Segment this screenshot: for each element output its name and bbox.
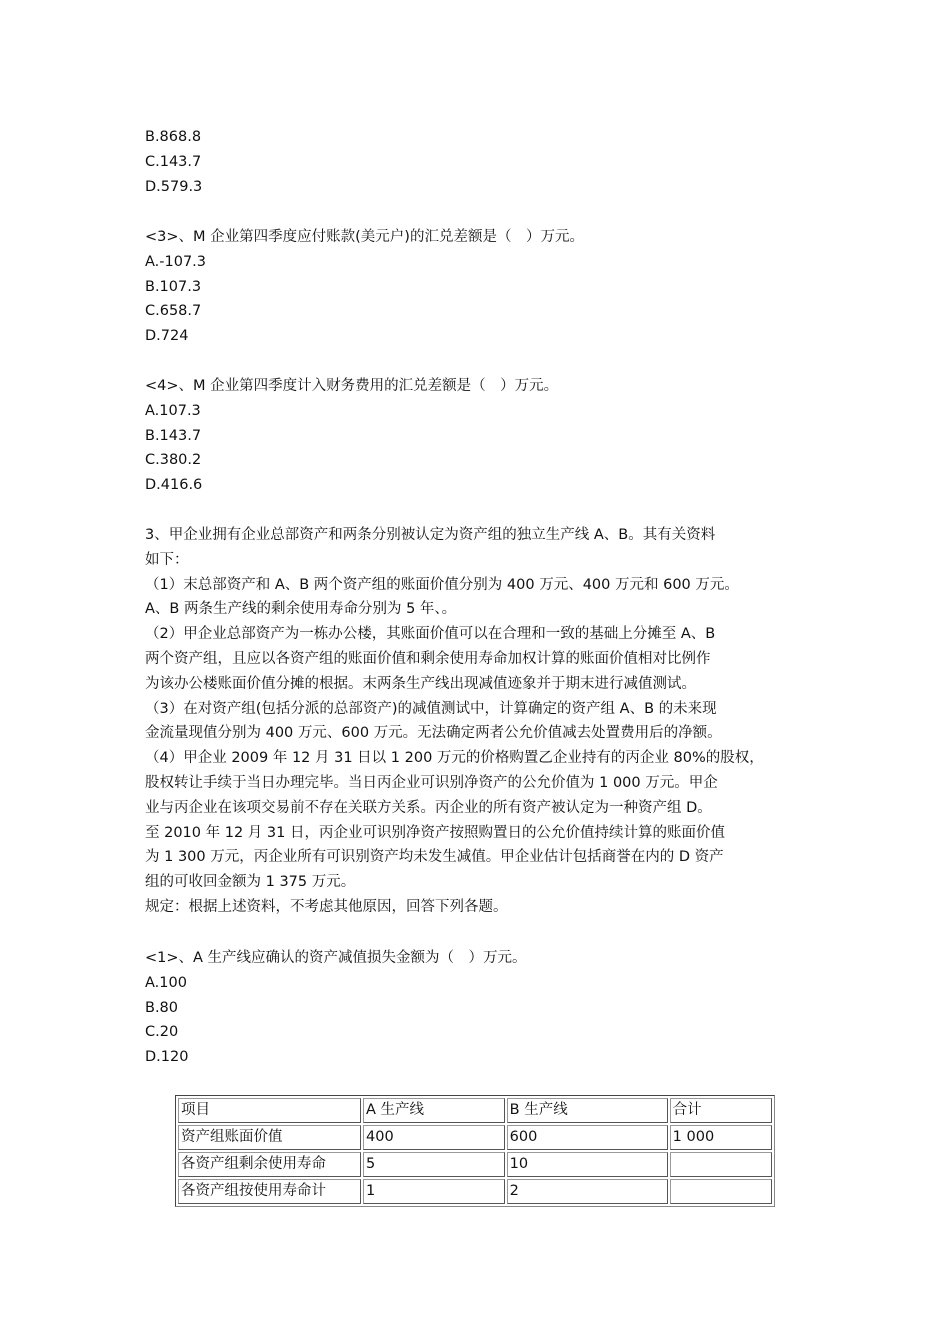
material-line: 为该办公楼账面价值分摊的根据。末两条生产线出现减值迹象并于期末进行减值测试。 bbox=[145, 675, 696, 692]
table-cell bbox=[670, 1152, 772, 1177]
question-4 bbox=[145, 374, 817, 498]
material-line: 金流量现值分别为 400 万元、600 万元。无法确定两者公允价值减去处置费用后的净额。 bbox=[145, 725, 722, 742]
option: C.143.7 bbox=[145, 153, 202, 170]
table-cell: 10 bbox=[507, 1152, 668, 1177]
option: B.143.7 bbox=[145, 427, 202, 444]
option: C.20 bbox=[145, 1024, 179, 1041]
table-cell: 5 bbox=[363, 1152, 505, 1177]
option: A.100 bbox=[145, 974, 187, 991]
material-line: 业与丙企业在该项交易前不存在关联方关系。丙企业的所有资产被认定为一种资产组 D。 bbox=[145, 799, 712, 816]
material-line: 至 2010 年 12 月 31 日，丙企业可识别净资产按照购置日的公允价值持续计算的账面价值 bbox=[145, 824, 725, 841]
option: A.-107.3 bbox=[145, 253, 207, 270]
question-stem: <4>、M 企业第四季度计入财务费用的汇兑差额是（ ）万元。 bbox=[145, 378, 559, 394]
option: C.380.2 bbox=[145, 452, 202, 469]
table-cell: 400 bbox=[363, 1125, 505, 1150]
option: C.658.7 bbox=[145, 303, 202, 320]
material-line: 股权转让手续于当日办理完毕。当日丙企业可识别净资产的公允价值为 1 000 万元。甲企 bbox=[145, 774, 718, 791]
material-line: （3）在对资产组(包括分派的总部资产)的减值测试中，计算确定的资产组 A、B 的未来现 bbox=[145, 700, 717, 717]
question-stem: <3>、M 企业第四季度应付账款(美元户)的汇兑差额是（ ）万元。 bbox=[145, 229, 584, 245]
case-3-question-1 bbox=[145, 946, 817, 1070]
table-header-cell: B 生产线 bbox=[507, 1098, 668, 1123]
option: B.868.8 bbox=[145, 129, 202, 145]
material-line: 为 1 300 万元，丙企业所有可识别资产均未发生减值。甲企业估计包括商誉在内的 D 资产 bbox=[145, 849, 724, 866]
option: D.120 bbox=[145, 1049, 189, 1066]
table-row bbox=[178, 1125, 772, 1150]
option: D.579.3 bbox=[145, 178, 203, 195]
material-line: 3、甲企业拥有企业总部资产和两条分别被认定为资产组的独立生产线 A、B。其有关资料 bbox=[145, 527, 716, 543]
table-cell: 各资产组剩余使用寿命 bbox=[178, 1152, 361, 1177]
table-cell bbox=[670, 1179, 772, 1204]
table-header-cell: A 生产线 bbox=[363, 1098, 505, 1123]
material-line: 规定：根据上述资料，不考虑其他原因，回答下列各题。 bbox=[145, 898, 508, 915]
table-cell: 资产组账面价值 bbox=[178, 1125, 361, 1150]
table-header-row bbox=[178, 1098, 772, 1123]
material-line: A、B 两条生产线的剩余使用寿命分别为 5 年、。 bbox=[145, 601, 457, 618]
material-line: 如下： bbox=[145, 551, 189, 568]
table-cell: 1 000 bbox=[670, 1125, 772, 1150]
option: B.107.3 bbox=[145, 278, 202, 295]
material-line: （4）甲企业 2009 年 12 月 31 日以 1 200 万元的价格购置乙企业持有的丙企业 80%的股权， bbox=[145, 750, 764, 767]
table-row bbox=[178, 1179, 772, 1204]
table-cell: 各资产组按使用寿命计 bbox=[178, 1179, 361, 1204]
option: D.724 bbox=[145, 328, 189, 345]
option: A.107.3 bbox=[145, 402, 201, 419]
table-header-cell: 项目 bbox=[178, 1098, 361, 1123]
question-3 bbox=[145, 225, 817, 349]
table-header-cell: 合计 bbox=[670, 1098, 772, 1123]
option: D.416.6 bbox=[145, 477, 203, 494]
q2-options bbox=[145, 125, 817, 199]
table-cell: 600 bbox=[507, 1125, 668, 1150]
table-cell: 1 bbox=[363, 1179, 505, 1204]
question-stem: <1>、A 生产线应确认的资产减值损失金额为（ ）万元。 bbox=[145, 950, 527, 966]
table-row bbox=[178, 1152, 772, 1177]
material-line: 两个资产组，且应以各资产组的账面价值和剩余使用寿命加权计算的账面价值相对比例作 bbox=[145, 650, 711, 667]
material-line: 组的可收回金额为 1 375 万元。 bbox=[145, 874, 356, 891]
allocation-table bbox=[175, 1095, 775, 1207]
case-3-material bbox=[145, 523, 817, 920]
table-cell: 2 bbox=[507, 1179, 668, 1204]
material-line: （2）甲企业总部资产为一栋办公楼，其账面价值可以在合理和一致的基础上分摊至 A、B bbox=[145, 626, 716, 643]
option: B.80 bbox=[145, 999, 179, 1016]
material-line: （1）末总部资产和 A、B 两个资产组的账面价值分别为 400 万元、400 万元和 600 万元。 bbox=[145, 576, 739, 593]
